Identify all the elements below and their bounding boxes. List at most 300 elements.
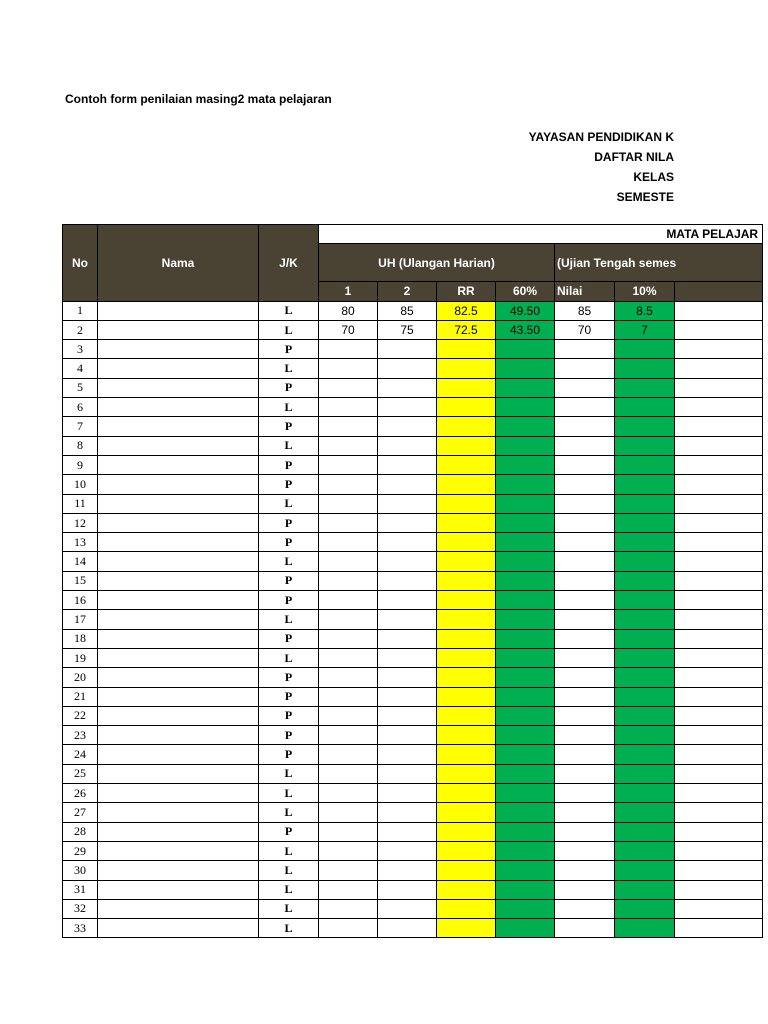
student-name[interactable] <box>98 745 259 764</box>
uts-10-percent[interactable] <box>615 841 675 860</box>
gender[interactable]: P <box>259 513 319 532</box>
uh1-score[interactable]: 80 <box>319 301 378 320</box>
extra-cell[interactable] <box>675 745 763 764</box>
gender[interactable]: L <box>259 841 319 860</box>
extra-cell[interactable] <box>675 841 763 860</box>
uts-nilai[interactable] <box>555 841 615 860</box>
student-name[interactable] <box>98 301 259 320</box>
uh-60-percent[interactable] <box>496 841 555 860</box>
uh1-score[interactable] <box>319 687 378 706</box>
uts-10-percent[interactable] <box>615 668 675 687</box>
rr-score[interactable] <box>437 513 496 532</box>
gender[interactable]: P <box>259 629 319 648</box>
uh2-score[interactable] <box>378 919 437 938</box>
student-name[interactable] <box>98 726 259 745</box>
uh2-score[interactable] <box>378 726 437 745</box>
student-name[interactable] <box>98 861 259 880</box>
student-name[interactable] <box>98 494 259 513</box>
uts-10-percent[interactable] <box>615 533 675 552</box>
uh2-score[interactable] <box>378 475 437 494</box>
uh2-score[interactable] <box>378 552 437 571</box>
uh1-score[interactable] <box>319 494 378 513</box>
uts-nilai[interactable] <box>555 359 615 378</box>
rr-score[interactable]: 82.5 <box>437 301 496 320</box>
student-name[interactable] <box>98 571 259 590</box>
uh-60-percent[interactable] <box>496 803 555 822</box>
extra-cell[interactable] <box>675 668 763 687</box>
student-no[interactable]: 28 <box>63 822 98 841</box>
uts-nilai[interactable] <box>555 745 615 764</box>
rr-score[interactable]: 72.5 <box>437 320 496 339</box>
student-no[interactable]: 9 <box>63 455 98 474</box>
uh1-score[interactable] <box>319 610 378 629</box>
uts-10-percent[interactable] <box>615 648 675 667</box>
uh-60-percent[interactable] <box>496 822 555 841</box>
uh1-score[interactable] <box>319 841 378 860</box>
uh-60-percent[interactable] <box>496 919 555 938</box>
uh2-score[interactable] <box>378 745 437 764</box>
extra-cell[interactable] <box>675 726 763 745</box>
rr-score[interactable] <box>437 417 496 436</box>
student-no[interactable]: 4 <box>63 359 98 378</box>
uh-60-percent[interactable] <box>496 668 555 687</box>
uh2-score[interactable] <box>378 784 437 803</box>
uh1-score[interactable] <box>319 880 378 899</box>
extra-cell[interactable] <box>675 706 763 725</box>
uh-60-percent[interactable] <box>496 648 555 667</box>
extra-cell[interactable] <box>675 533 763 552</box>
rr-score[interactable] <box>437 687 496 706</box>
uts-10-percent[interactable] <box>615 398 675 417</box>
uh1-score[interactable] <box>319 764 378 783</box>
uts-10-percent[interactable] <box>615 745 675 764</box>
rr-score[interactable] <box>437 398 496 417</box>
uh2-score[interactable] <box>378 571 437 590</box>
rr-score[interactable] <box>437 841 496 860</box>
uh-60-percent[interactable] <box>496 629 555 648</box>
uh2-score[interactable] <box>378 648 437 667</box>
uh-60-percent[interactable] <box>496 745 555 764</box>
uh1-score[interactable] <box>319 629 378 648</box>
student-name[interactable] <box>98 629 259 648</box>
uh-60-percent[interactable] <box>496 359 555 378</box>
rr-score[interactable] <box>437 745 496 764</box>
uh-60-percent[interactable] <box>496 706 555 725</box>
student-name[interactable] <box>98 687 259 706</box>
extra-cell[interactable] <box>675 861 763 880</box>
uts-10-percent[interactable] <box>615 706 675 725</box>
uts-nilai[interactable] <box>555 455 615 474</box>
gender[interactable]: L <box>259 359 319 378</box>
student-name[interactable] <box>98 668 259 687</box>
gender[interactable]: L <box>259 301 319 320</box>
uts-nilai[interactable] <box>555 494 615 513</box>
rr-score[interactable] <box>437 629 496 648</box>
uh2-score[interactable] <box>378 378 437 397</box>
uts-10-percent[interactable] <box>615 475 675 494</box>
uts-10-percent[interactable] <box>615 861 675 880</box>
extra-cell[interactable] <box>675 784 763 803</box>
gender[interactable]: P <box>259 417 319 436</box>
gender[interactable]: P <box>259 706 319 725</box>
student-name[interactable] <box>98 764 259 783</box>
uh-60-percent[interactable] <box>496 899 555 918</box>
gender[interactable]: L <box>259 398 319 417</box>
uh2-score[interactable] <box>378 687 437 706</box>
uh2-score[interactable] <box>378 764 437 783</box>
student-no[interactable]: 21 <box>63 687 98 706</box>
uts-10-percent[interactable] <box>615 803 675 822</box>
uts-nilai[interactable]: 85 <box>555 301 615 320</box>
uts-nilai[interactable] <box>555 803 615 822</box>
uts-10-percent[interactable] <box>615 359 675 378</box>
uts-10-percent[interactable] <box>615 494 675 513</box>
uh-60-percent[interactable] <box>496 513 555 532</box>
uh-60-percent[interactable] <box>496 417 555 436</box>
uh2-score[interactable] <box>378 629 437 648</box>
gender[interactable]: L <box>259 784 319 803</box>
uh2-score[interactable] <box>378 822 437 841</box>
uh1-score[interactable] <box>319 803 378 822</box>
uh1-score[interactable] <box>319 726 378 745</box>
uh1-score[interactable]: 70 <box>319 320 378 339</box>
extra-cell[interactable] <box>675 764 763 783</box>
gender[interactable]: P <box>259 668 319 687</box>
uh2-score[interactable]: 85 <box>378 301 437 320</box>
uts-10-percent[interactable]: 7 <box>615 320 675 339</box>
uts-nilai[interactable] <box>555 571 615 590</box>
uts-10-percent[interactable] <box>615 513 675 532</box>
uh-60-percent[interactable] <box>496 591 555 610</box>
uh2-score[interactable]: 75 <box>378 320 437 339</box>
uts-10-percent[interactable] <box>615 455 675 474</box>
extra-cell[interactable] <box>675 417 763 436</box>
uts-10-percent[interactable] <box>615 784 675 803</box>
gender[interactable]: P <box>259 455 319 474</box>
uts-10-percent[interactable]: 8.5 <box>615 301 675 320</box>
student-no[interactable]: 19 <box>63 648 98 667</box>
gender[interactable]: L <box>259 880 319 899</box>
rr-score[interactable] <box>437 648 496 667</box>
uts-10-percent[interactable] <box>615 571 675 590</box>
uts-10-percent[interactable] <box>615 591 675 610</box>
gender[interactable]: P <box>259 571 319 590</box>
extra-cell[interactable] <box>675 629 763 648</box>
uts-nilai[interactable] <box>555 648 615 667</box>
rr-score[interactable] <box>437 764 496 783</box>
uh-60-percent[interactable] <box>496 533 555 552</box>
student-no[interactable]: 24 <box>63 745 98 764</box>
student-no[interactable]: 16 <box>63 591 98 610</box>
student-no[interactable]: 11 <box>63 494 98 513</box>
student-no[interactable]: 27 <box>63 803 98 822</box>
uts-nilai[interactable] <box>555 398 615 417</box>
uh1-score[interactable] <box>319 784 378 803</box>
uh1-score[interactable] <box>319 822 378 841</box>
uh1-score[interactable] <box>319 861 378 880</box>
uh1-score[interactable] <box>319 340 378 359</box>
extra-cell[interactable] <box>675 552 763 571</box>
extra-cell[interactable] <box>675 436 763 455</box>
uts-nilai[interactable] <box>555 764 615 783</box>
uts-10-percent[interactable] <box>615 919 675 938</box>
uts-nilai[interactable] <box>555 513 615 532</box>
gender[interactable]: L <box>259 764 319 783</box>
extra-cell[interactable] <box>675 919 763 938</box>
gender[interactable]: L <box>259 320 319 339</box>
uh1-score[interactable] <box>319 919 378 938</box>
uh-60-percent[interactable] <box>496 436 555 455</box>
student-no[interactable]: 22 <box>63 706 98 725</box>
student-no[interactable]: 8 <box>63 436 98 455</box>
extra-cell[interactable] <box>675 398 763 417</box>
uts-nilai[interactable] <box>555 533 615 552</box>
uts-10-percent[interactable] <box>615 378 675 397</box>
uts-10-percent[interactable] <box>615 629 675 648</box>
uh-60-percent[interactable] <box>496 340 555 359</box>
uts-nilai[interactable] <box>555 668 615 687</box>
uts-nilai[interactable] <box>555 417 615 436</box>
uts-nilai[interactable] <box>555 861 615 880</box>
uh-60-percent[interactable] <box>496 494 555 513</box>
gender[interactable]: L <box>259 552 319 571</box>
uh2-score[interactable] <box>378 359 437 378</box>
gender[interactable]: L <box>259 436 319 455</box>
uts-10-percent[interactable] <box>615 899 675 918</box>
student-name[interactable] <box>98 803 259 822</box>
uts-10-percent[interactable] <box>615 436 675 455</box>
uh2-score[interactable] <box>378 668 437 687</box>
uh-60-percent[interactable]: 43.50 <box>496 320 555 339</box>
uh-60-percent[interactable] <box>496 880 555 899</box>
uh1-score[interactable] <box>319 417 378 436</box>
student-no[interactable]: 13 <box>63 533 98 552</box>
gender[interactable]: P <box>259 745 319 764</box>
gender[interactable]: P <box>259 340 319 359</box>
uh2-score[interactable] <box>378 841 437 860</box>
uts-nilai[interactable] <box>555 340 615 359</box>
uh2-score[interactable] <box>378 880 437 899</box>
student-name[interactable] <box>98 340 259 359</box>
uh-60-percent[interactable] <box>496 764 555 783</box>
student-name[interactable] <box>98 436 259 455</box>
student-no[interactable]: 15 <box>63 571 98 590</box>
gender[interactable]: L <box>259 610 319 629</box>
uh-60-percent[interactable] <box>496 571 555 590</box>
rr-score[interactable] <box>437 706 496 725</box>
gender[interactable]: L <box>259 803 319 822</box>
uts-nilai[interactable]: 70 <box>555 320 615 339</box>
student-name[interactable] <box>98 706 259 725</box>
gender[interactable]: P <box>259 822 319 841</box>
student-name[interactable] <box>98 552 259 571</box>
uts-nilai[interactable] <box>555 880 615 899</box>
uh2-score[interactable] <box>378 417 437 436</box>
uts-nilai[interactable] <box>555 629 615 648</box>
uh1-score[interactable] <box>319 436 378 455</box>
student-no[interactable]: 25 <box>63 764 98 783</box>
student-no[interactable]: 30 <box>63 861 98 880</box>
rr-score[interactable] <box>437 803 496 822</box>
uts-nilai[interactable] <box>555 899 615 918</box>
rr-score[interactable] <box>437 822 496 841</box>
rr-score[interactable] <box>437 899 496 918</box>
uts-nilai[interactable] <box>555 687 615 706</box>
uts-10-percent[interactable] <box>615 764 675 783</box>
gender[interactable]: P <box>259 533 319 552</box>
rr-score[interactable] <box>437 880 496 899</box>
uts-10-percent[interactable] <box>615 687 675 706</box>
uts-nilai[interactable] <box>555 378 615 397</box>
rr-score[interactable] <box>437 571 496 590</box>
student-no[interactable]: 2 <box>63 320 98 339</box>
uh1-score[interactable] <box>319 533 378 552</box>
extra-cell[interactable] <box>675 320 763 339</box>
extra-cell[interactable] <box>675 899 763 918</box>
uh-60-percent[interactable] <box>496 398 555 417</box>
uts-nilai[interactable] <box>555 706 615 725</box>
uh2-score[interactable] <box>378 455 437 474</box>
gender[interactable]: P <box>259 726 319 745</box>
gender[interactable]: L <box>259 861 319 880</box>
student-no[interactable]: 33 <box>63 919 98 938</box>
uh-60-percent[interactable] <box>496 610 555 629</box>
uh1-score[interactable] <box>319 378 378 397</box>
student-no[interactable]: 1 <box>63 301 98 320</box>
uts-nilai[interactable] <box>555 919 615 938</box>
uh1-score[interactable] <box>319 398 378 417</box>
student-name[interactable] <box>98 899 259 918</box>
uh-60-percent[interactable]: 49.50 <box>496 301 555 320</box>
gender[interactable]: P <box>259 475 319 494</box>
student-name[interactable] <box>98 320 259 339</box>
student-name[interactable] <box>98 378 259 397</box>
student-no[interactable]: 32 <box>63 899 98 918</box>
rr-score[interactable] <box>437 726 496 745</box>
student-name[interactable] <box>98 822 259 841</box>
uh1-score[interactable] <box>319 552 378 571</box>
uts-nilai[interactable] <box>555 784 615 803</box>
rr-score[interactable] <box>437 552 496 571</box>
uts-10-percent[interactable] <box>615 880 675 899</box>
uh1-score[interactable] <box>319 648 378 667</box>
student-no[interactable]: 20 <box>63 668 98 687</box>
uts-10-percent[interactable] <box>615 417 675 436</box>
uh-60-percent[interactable] <box>496 552 555 571</box>
uh1-score[interactable] <box>319 706 378 725</box>
extra-cell[interactable] <box>675 340 763 359</box>
uts-10-percent[interactable] <box>615 726 675 745</box>
uh2-score[interactable] <box>378 610 437 629</box>
student-name[interactable] <box>98 417 259 436</box>
rr-score[interactable] <box>437 591 496 610</box>
extra-cell[interactable] <box>675 803 763 822</box>
rr-score[interactable] <box>437 475 496 494</box>
rr-score[interactable] <box>437 359 496 378</box>
rr-score[interactable] <box>437 784 496 803</box>
uh-60-percent[interactable] <box>496 726 555 745</box>
rr-score[interactable] <box>437 378 496 397</box>
uts-nilai[interactable] <box>555 436 615 455</box>
uh-60-percent[interactable] <box>496 861 555 880</box>
uh1-score[interactable] <box>319 359 378 378</box>
student-name[interactable] <box>98 841 259 860</box>
gender[interactable]: P <box>259 687 319 706</box>
uh1-score[interactable] <box>319 513 378 532</box>
rr-score[interactable] <box>437 455 496 474</box>
extra-cell[interactable] <box>675 591 763 610</box>
student-no[interactable]: 10 <box>63 475 98 494</box>
student-name[interactable] <box>98 475 259 494</box>
uh2-score[interactable] <box>378 533 437 552</box>
uh2-score[interactable] <box>378 803 437 822</box>
rr-score[interactable] <box>437 668 496 687</box>
uh2-score[interactable] <box>378 513 437 532</box>
student-name[interactable] <box>98 919 259 938</box>
rr-score[interactable] <box>437 861 496 880</box>
rr-score[interactable] <box>437 919 496 938</box>
rr-score[interactable] <box>437 533 496 552</box>
uh2-score[interactable] <box>378 494 437 513</box>
uh2-score[interactable] <box>378 706 437 725</box>
extra-cell[interactable] <box>675 301 763 320</box>
extra-cell[interactable] <box>675 822 763 841</box>
uh-60-percent[interactable] <box>496 455 555 474</box>
student-no[interactable]: 7 <box>63 417 98 436</box>
uh-60-percent[interactable] <box>496 784 555 803</box>
extra-cell[interactable] <box>675 648 763 667</box>
gender[interactable]: L <box>259 919 319 938</box>
student-name[interactable] <box>98 591 259 610</box>
student-name[interactable] <box>98 784 259 803</box>
uh2-score[interactable] <box>378 899 437 918</box>
student-name[interactable] <box>98 533 259 552</box>
student-no[interactable]: 6 <box>63 398 98 417</box>
extra-cell[interactable] <box>675 455 763 474</box>
rr-score[interactable] <box>437 494 496 513</box>
gender[interactable]: L <box>259 494 319 513</box>
student-name[interactable] <box>98 880 259 899</box>
uh1-score[interactable] <box>319 745 378 764</box>
uh-60-percent[interactable] <box>496 378 555 397</box>
uh1-score[interactable] <box>319 475 378 494</box>
student-no[interactable]: 31 <box>63 880 98 899</box>
student-no[interactable]: 18 <box>63 629 98 648</box>
uts-10-percent[interactable] <box>615 340 675 359</box>
uh2-score[interactable] <box>378 436 437 455</box>
uts-nilai[interactable] <box>555 610 615 629</box>
extra-cell[interactable] <box>675 880 763 899</box>
student-no[interactable]: 5 <box>63 378 98 397</box>
student-name[interactable] <box>98 610 259 629</box>
student-name[interactable] <box>98 398 259 417</box>
extra-cell[interactable] <box>675 475 763 494</box>
uh2-score[interactable] <box>378 591 437 610</box>
uts-10-percent[interactable] <box>615 822 675 841</box>
uh1-score[interactable] <box>319 899 378 918</box>
extra-cell[interactable] <box>675 687 763 706</box>
student-no[interactable]: 17 <box>63 610 98 629</box>
student-no[interactable]: 29 <box>63 841 98 860</box>
gender[interactable]: L <box>259 648 319 667</box>
rr-score[interactable] <box>437 436 496 455</box>
student-no[interactable]: 14 <box>63 552 98 571</box>
student-no[interactable]: 23 <box>63 726 98 745</box>
uts-nilai[interactable] <box>555 552 615 571</box>
student-name[interactable] <box>98 455 259 474</box>
uts-nilai[interactable] <box>555 475 615 494</box>
student-no[interactable]: 3 <box>63 340 98 359</box>
